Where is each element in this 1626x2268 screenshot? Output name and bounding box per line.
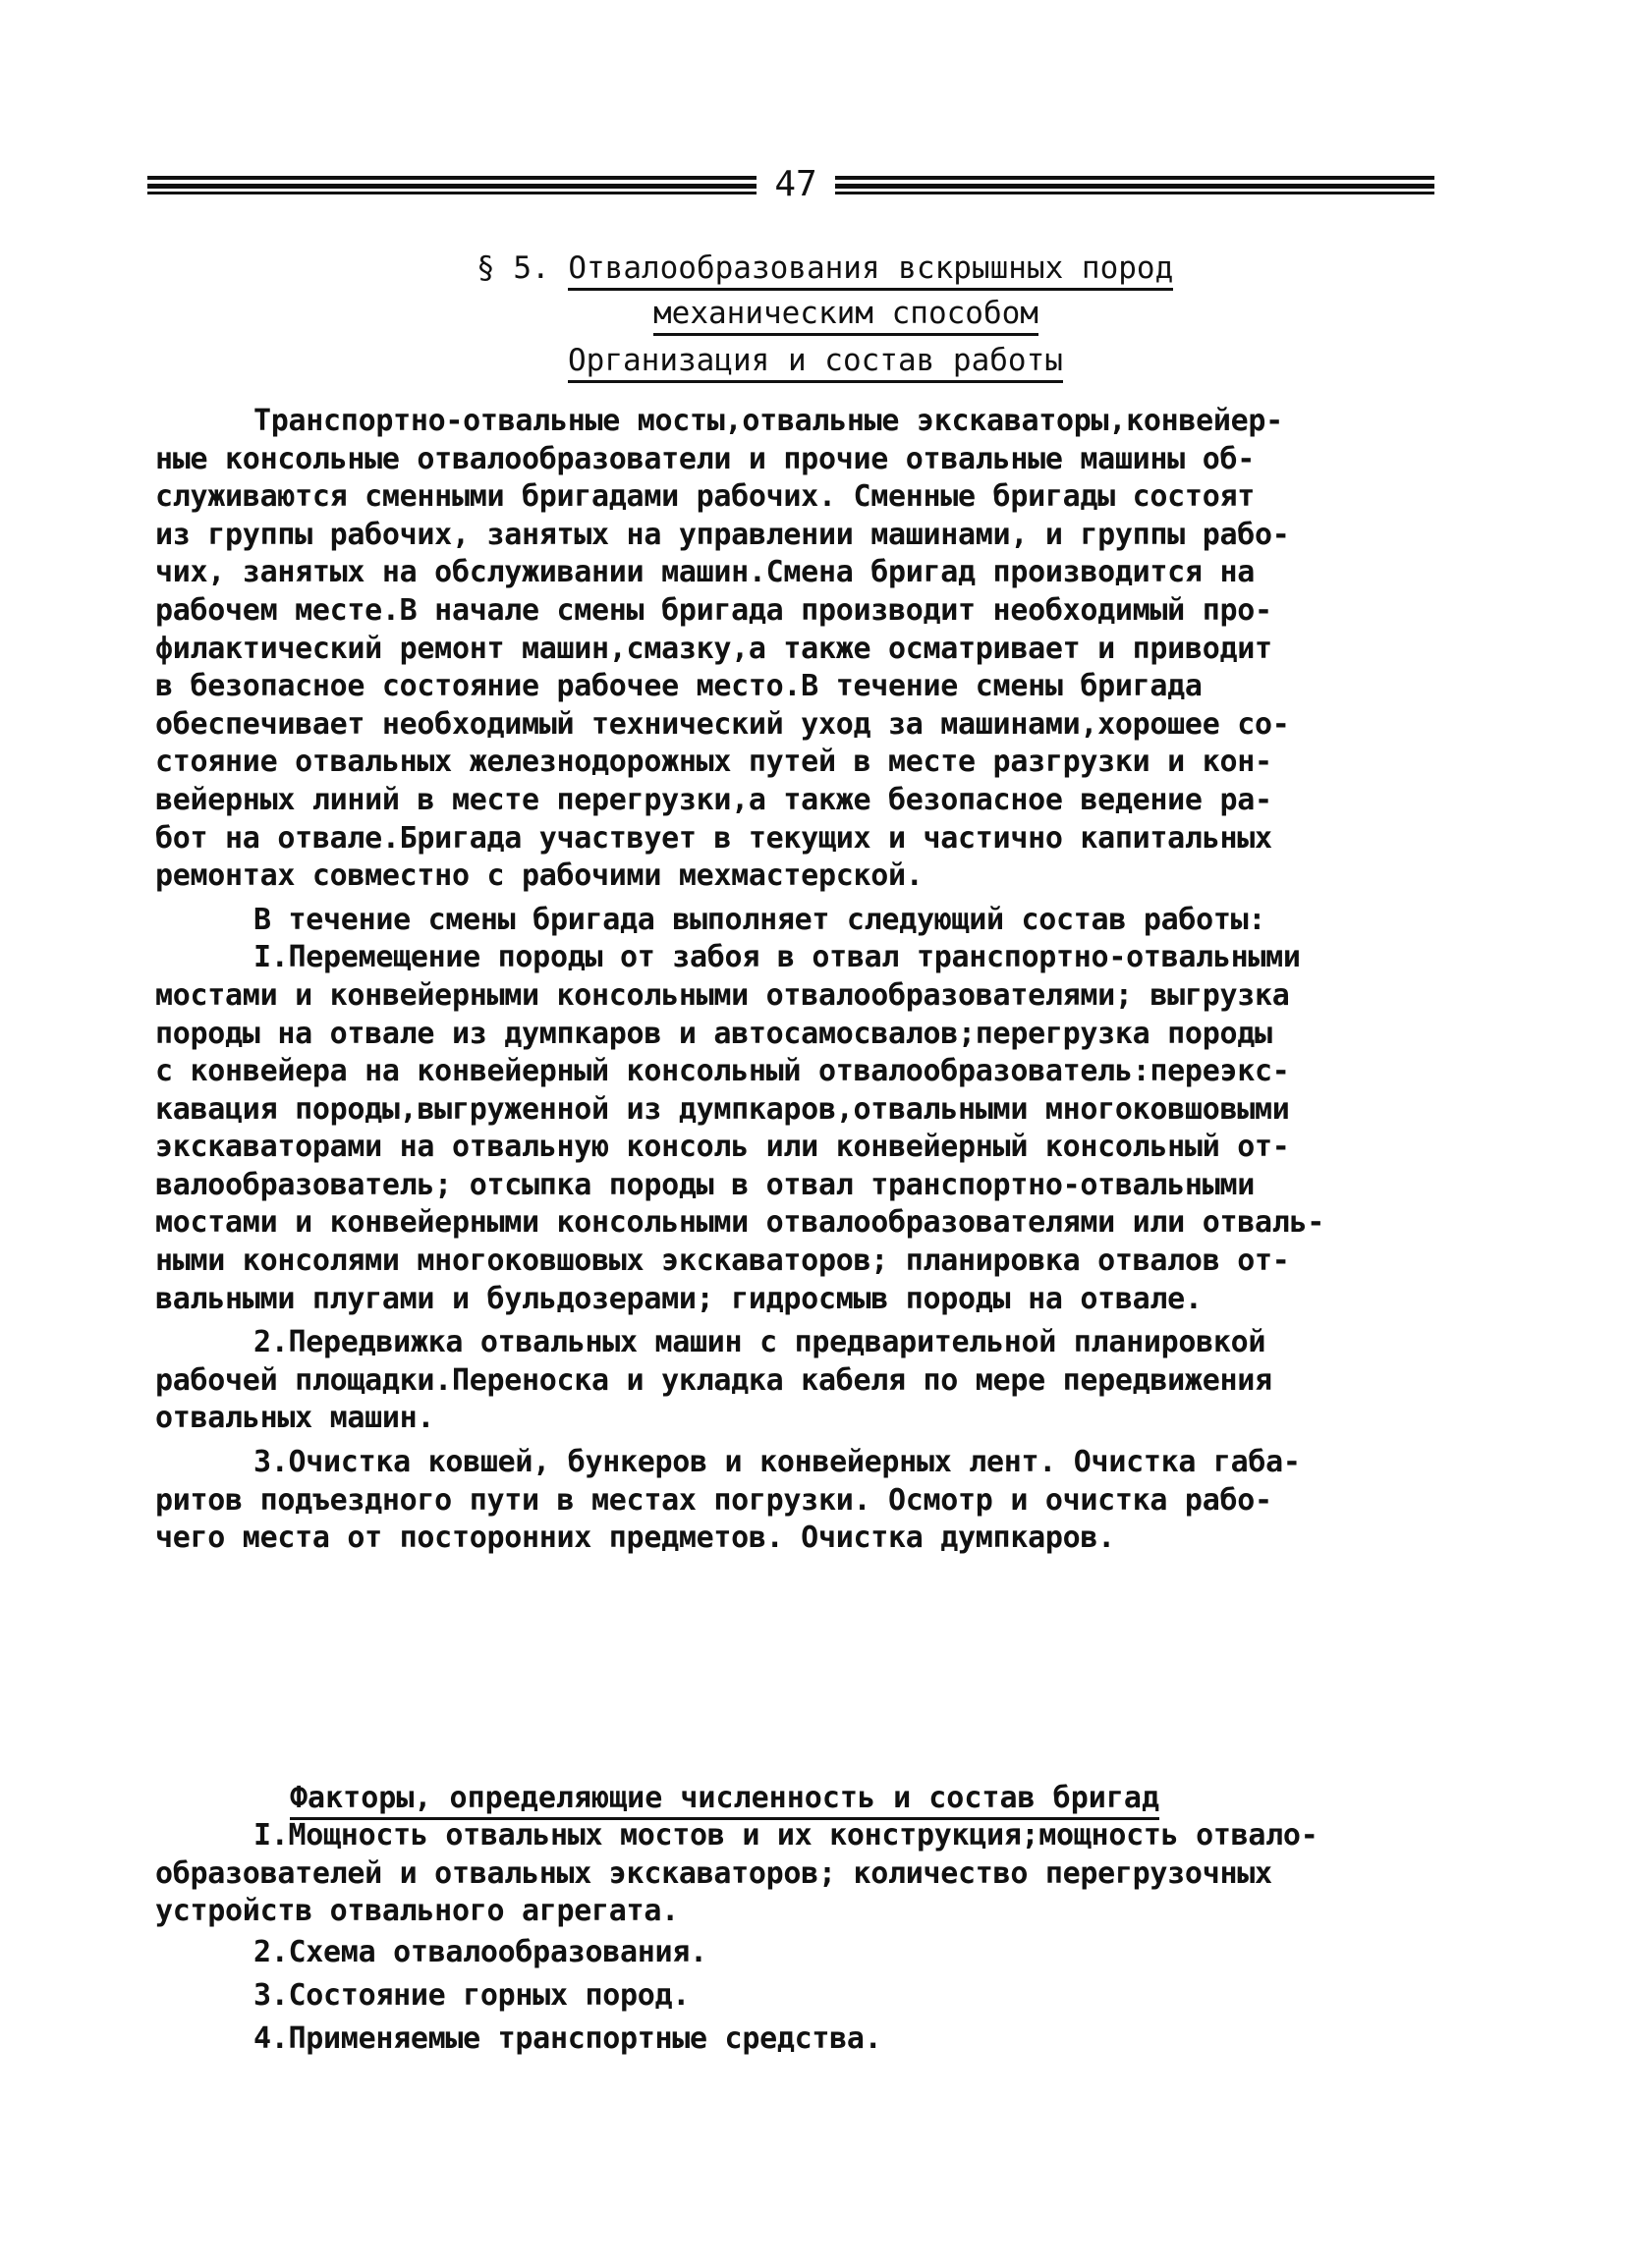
section-subtitle: Организация и состав работы xyxy=(568,340,1063,381)
work-item-2: 2.Передвижка отвальных машин с предварительной планировкой рабочей площадки.Переноска и укладка кабеля по мере передвижения отвальных машин. xyxy=(155,1325,1272,1436)
body-text xyxy=(155,403,1432,1558)
header-rule-right xyxy=(835,176,1434,197)
work-item-3: 3.Очистка ковшей, бункеров и конвейерных лент. Очистка габа- ритов подъездного пути в местах погрузки. Осмотр и очистка рабо- чего места от посторонних предметов. Очистка думпкаров. xyxy=(155,1445,1301,1556)
factor-item-1: I.Мощность отвальных мостов и их конструкция;мощность отвало- образователей и отвальных экскаваторов; количество перегрузочных устройств отвального агрегата. xyxy=(155,1818,1318,1929)
section-title-line1 xyxy=(477,248,1173,289)
page-number: 47 xyxy=(774,164,817,204)
factor-item-4: 4.Применяемые транспортные средства. xyxy=(253,2020,882,2056)
work-intro: В течение смены бригада выполняет следующий состав работы: xyxy=(253,902,1266,937)
section-title-line2: механическим способом xyxy=(653,293,1038,334)
intro-paragraph: Транспортно-отвальные мосты,отвальные экскаваторы,конвейер- ные консольные отвалообразователи и прочие отвальные машины об- служиваются сменными бригадами рабочих. Сменные бригады состоят из группы рабочих, занятых на управлении машинами, и группы рабо- чих, занятых на обслуживании машин.Смена бригад производится на рабочем месте.В начале смены бригада производит необходимый про- филактический ремонт машин,смазку,а также осматривает и приводит в безопасное состояние рабочее место.В течение смены бригада обеспечивает необходимый технический уход за машинами,хорошее со- стояние отвальных железнодорожных путей в месте разгрузки и кон- вейерных линий в месте перегрузки,а также безопасное ведение ра- бот на отвале.Бригада участвует в текущих и частично капитальных ремонтах совместно с рабочими мехмастерской. xyxy=(155,404,1290,894)
section-title-text: Отвалообразования вскрышных пород xyxy=(568,250,1173,291)
factor-item-3: 3.Состояние горных пород. xyxy=(253,1977,691,2013)
factors-heading: Факторы, определяющие численность и состав бригад xyxy=(290,1780,1159,1817)
page-header xyxy=(147,162,1434,207)
section-number: § 5. xyxy=(477,250,550,286)
header-rule-left xyxy=(147,176,757,197)
work-item-1: I.Перемещение породы от забоя в отвал транспортно-отвальными мостами и конвейерными консольными отвалообразователями; выгрузка породы на отвале из думпкаров и автосамосвалов;перегрузка породы с конвейера на конвейерный консольный отвалообразователь:переэкс- кавация породы,выгруженной из думпкаров,отвальными многоковшовыми экскаваторами на отвальную консоль или конвейерный консольный от- валообразователь; отсыпка породы в отвал транспортно-отвальными мостами и конвейерными консольными отвалообразователями или отваль- ными консолями многоковшовых экскаваторов; планировка отвалов от- вальными плугами и бульдозерами; гидросмыв породы на отвале. xyxy=(155,940,1325,1316)
factor-item-2: 2.Схема отвалообразования. xyxy=(253,1934,707,1969)
factors-list xyxy=(155,1817,1432,2061)
